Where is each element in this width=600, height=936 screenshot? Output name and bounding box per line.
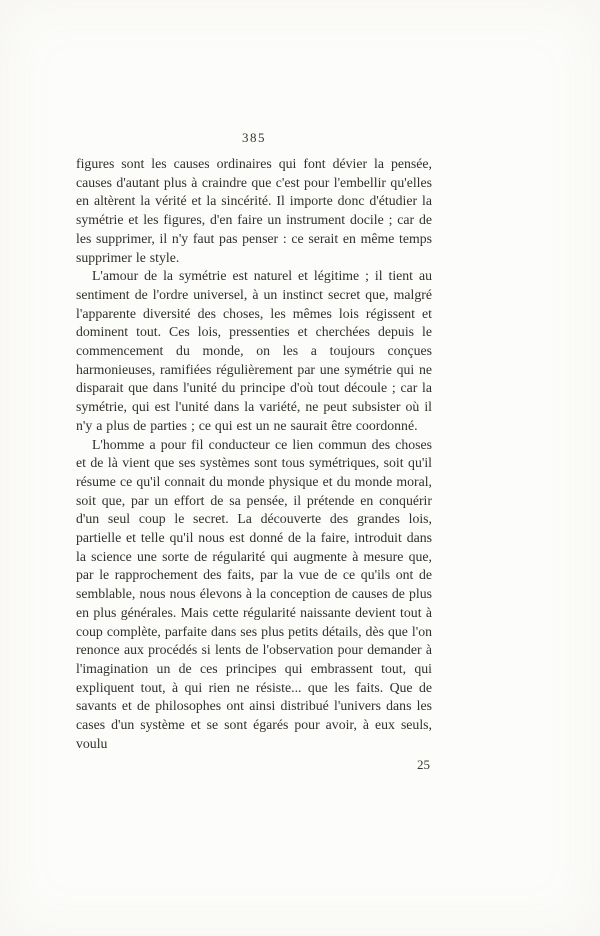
paragraph-continuation: figures sont les causes ordinaires qui font dévier la pensée, causes d'autant plus à craindre que c'est pour l'embellir qu'elles en altèrent la vérité et la sincérité. Il importe donc d'étudier la symétrie et les figures, d'en faire un instrument docile ; car de les supprimer, il n'y faut pas penser : ce serait en même temps supprimer le style. xyxy=(76,156,432,265)
text-block xyxy=(76,130,432,773)
paragraph: L'amour de la symétrie est naturel et légitime ; il tient au sentiment de l'ordre universel, à un instinct secret que, malgré l'apparente diversité des choses, les mêmes lois régissent et dominent tout. Ces lois, pressenties et cherchées depuis le commencement du monde, on les a toujours conçues harmonieuses, ramifiées régulièrement par une symétrie qui ne disparait que dans l'unité du principe d'où tout découle ; car la symétrie, qui est l'unité dans la variété, ne peut subsister où il n'y a plus de parties ; ce qui est un ne saurait être coordonné. xyxy=(76,268,432,433)
signature-mark: 25 xyxy=(417,756,430,772)
body-text xyxy=(76,155,432,754)
page-number: 385 xyxy=(242,130,266,145)
paragraph: L'homme a pour fil conducteur ce lien commun des choses et de là vient que ses systèmes sont tous symétriques, soit qu'il résume ce qu'il connait du monde physique et du monde moral, soit que, par un effort de sa pensée, il prétende en conquérir d'un seul coup le secret. La découverte des grandes lois, partielle et telle qu'il nous est donné de la faire, introduit dans la science une sorte de régularité qui augmente à mesure que, par le rapprochement des faits, par la vue de ce qu'ils ont de semblable, nous nous élevons à la conception de causes de plus en plus générales. Mais cette régularité naissante devient tout à coup complète, parfaite dans ses plus petits détails, dès que l'on renonce aux procédés si lents de l'observation pour demander à l'imagination un de ces principes qui embrassent tout, qui expliquent tout, à qui rien ne résiste... que les faits. Que de savants et de philosophes ont ainsi distribué l'univers dans les cases d'un système et se sont égarés pour avoir, à eux seuls, voulu xyxy=(76,436,432,751)
